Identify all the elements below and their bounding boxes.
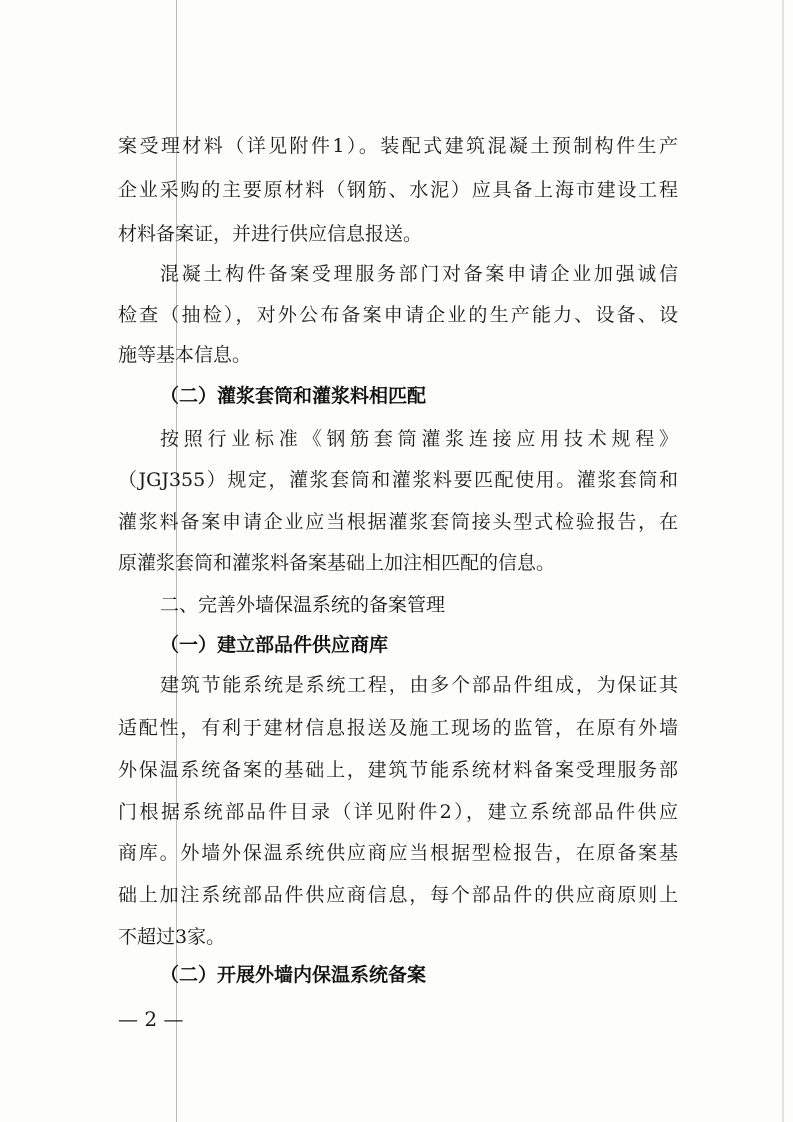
body-text-line: 按照行业标准《钢筋套筒灌浆连接应用技术规程》 [160, 428, 678, 450]
subsection-heading: （二）灌浆套筒和灌浆料相匹配 [160, 385, 427, 407]
subsection-heading: （一）建立部品件供应商库 [160, 634, 389, 656]
body-text-line: （JGJ355）规定，灌浆套筒和灌浆料要匹配使用。灌浆套筒和 [118, 469, 678, 491]
scan-edge-shadow [782, 0, 784, 1122]
body-text-line: 外保温系统备案的基础上，建筑节能系统材料备案受理服务部 [118, 759, 678, 781]
body-text-line: 施等基本信息。 [118, 344, 252, 366]
body-text-line: 企业采购的主要原材料（钢筋、水泥）应具备上海市建设工程 [118, 179, 678, 201]
body-text-line: 门根据系统部品件目录（详见附件2），建立系统部品件供应 [118, 801, 678, 823]
body-text-line: 不超过3家。 [118, 926, 226, 948]
body-text-line: 案受理材料（详见附件1）。装配式建筑混凝土预制构件生产 [118, 135, 678, 157]
body-text-line: 适配性，有利于建材信息报送及施工现场的监管，在原有外墙 [118, 717, 678, 739]
body-text-line: 材料备案证，并进行供应信息报送。 [118, 223, 423, 245]
body-text-line: 商库。外墙外保温系统供应商应当根据型检报告，在原备案基 [118, 842, 678, 864]
page-number: — 2 — [118, 1007, 184, 1031]
body-text-line: 础上加注系统部品件供应商信息，每个部品件的供应商原则上 [118, 884, 678, 906]
section-heading: 二、完善外墙保温系统的备案管理 [160, 594, 446, 616]
body-text-line: 原灌浆套筒和灌浆料备案基础上加注相匹配的信息。 [118, 552, 556, 574]
subsection-heading: （二）开展外墙内保温系统备案 [160, 964, 427, 986]
body-text-line: 灌浆料备案申请企业应当根据灌浆套筒接头型式检验报告，在 [118, 511, 678, 533]
body-text-line: 建筑节能系统是系统工程，由多个部品件组成，为保证其 [160, 674, 678, 696]
body-text-line: 混凝土构件备案受理服务部门对备案申请企业加强诚信 [160, 263, 678, 285]
body-text-line: 检查（抽检），对外公布备案申请企业的生产能力、设备、设 [118, 304, 678, 326]
